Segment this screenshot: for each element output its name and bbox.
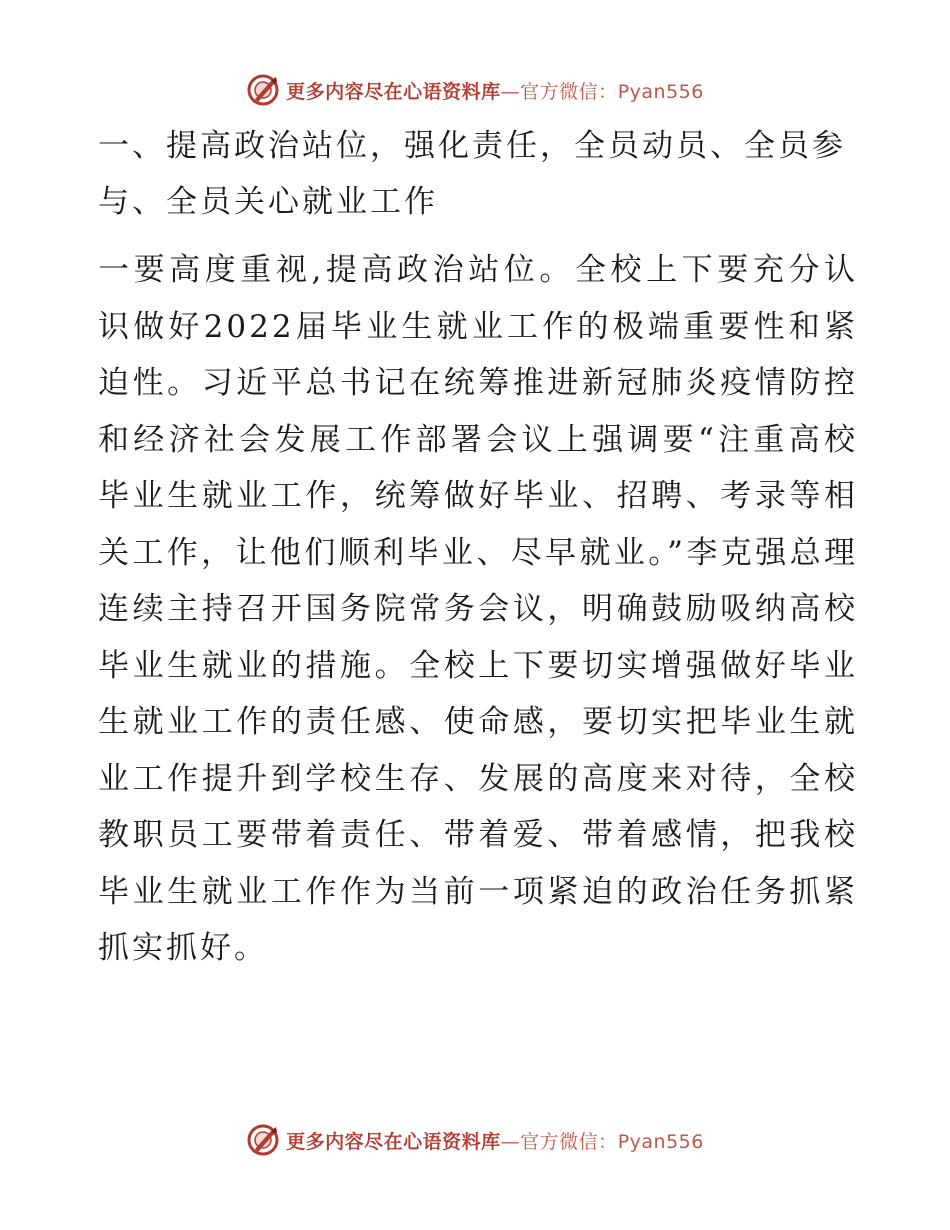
- footer-watermark: [0, 1120, 950, 1160]
- logo-icon: [246, 1123, 280, 1157]
- watermark-separator: —: [500, 1130, 521, 1153]
- watermark-text: [286, 1127, 704, 1154]
- body-paragraph: 一要高度重视,提高政治站位。全校上下要充分认识做好2022届毕业生就业工作的极端重要性和紧迫性。习近平总书记在统筹推进新冠肺炎疫情防控和经济社会发展工作部署会议上强调要“注重高校毕业生就业工作，统筹做好毕业、招聘、考录等相关工作，让他们顺利毕业、尽早就业。”李克强总理连续主持召开国务院常务会议，明确鼓励吸纳高校毕业生就业的措施。全校上下要切实增强做好毕业生就业工作的责任感、使命感，要切实把毕业生就业工作提升到学校生存、发展的高度来对待，全校教职员工要带着责任、带着爱、带着感情，把我校毕业生就业工作作为当前一项紧迫的政治任务抓紧抓实抓好。: [98, 252, 858, 966]
- watermark-account: Pyan556: [617, 1130, 704, 1153]
- document-body: [98, 118, 858, 977]
- logo-icon: [246, 73, 280, 107]
- section-heading: 一、提高政治站位，强化责任，全员动员、全员参与、全员关心就业工作: [98, 128, 846, 220]
- watermark-main: 更多内容尽在心语资料库: [286, 1130, 501, 1153]
- watermark-label: 官方微信：: [520, 80, 618, 103]
- watermark-account: Pyan556: [617, 80, 704, 103]
- watermark-label: 官方微信：: [520, 1130, 618, 1153]
- watermark-text: [286, 77, 704, 104]
- watermark-main: 更多内容尽在心语资料库: [286, 80, 501, 103]
- header-watermark: [0, 70, 950, 110]
- watermark-separator: —: [500, 80, 521, 103]
